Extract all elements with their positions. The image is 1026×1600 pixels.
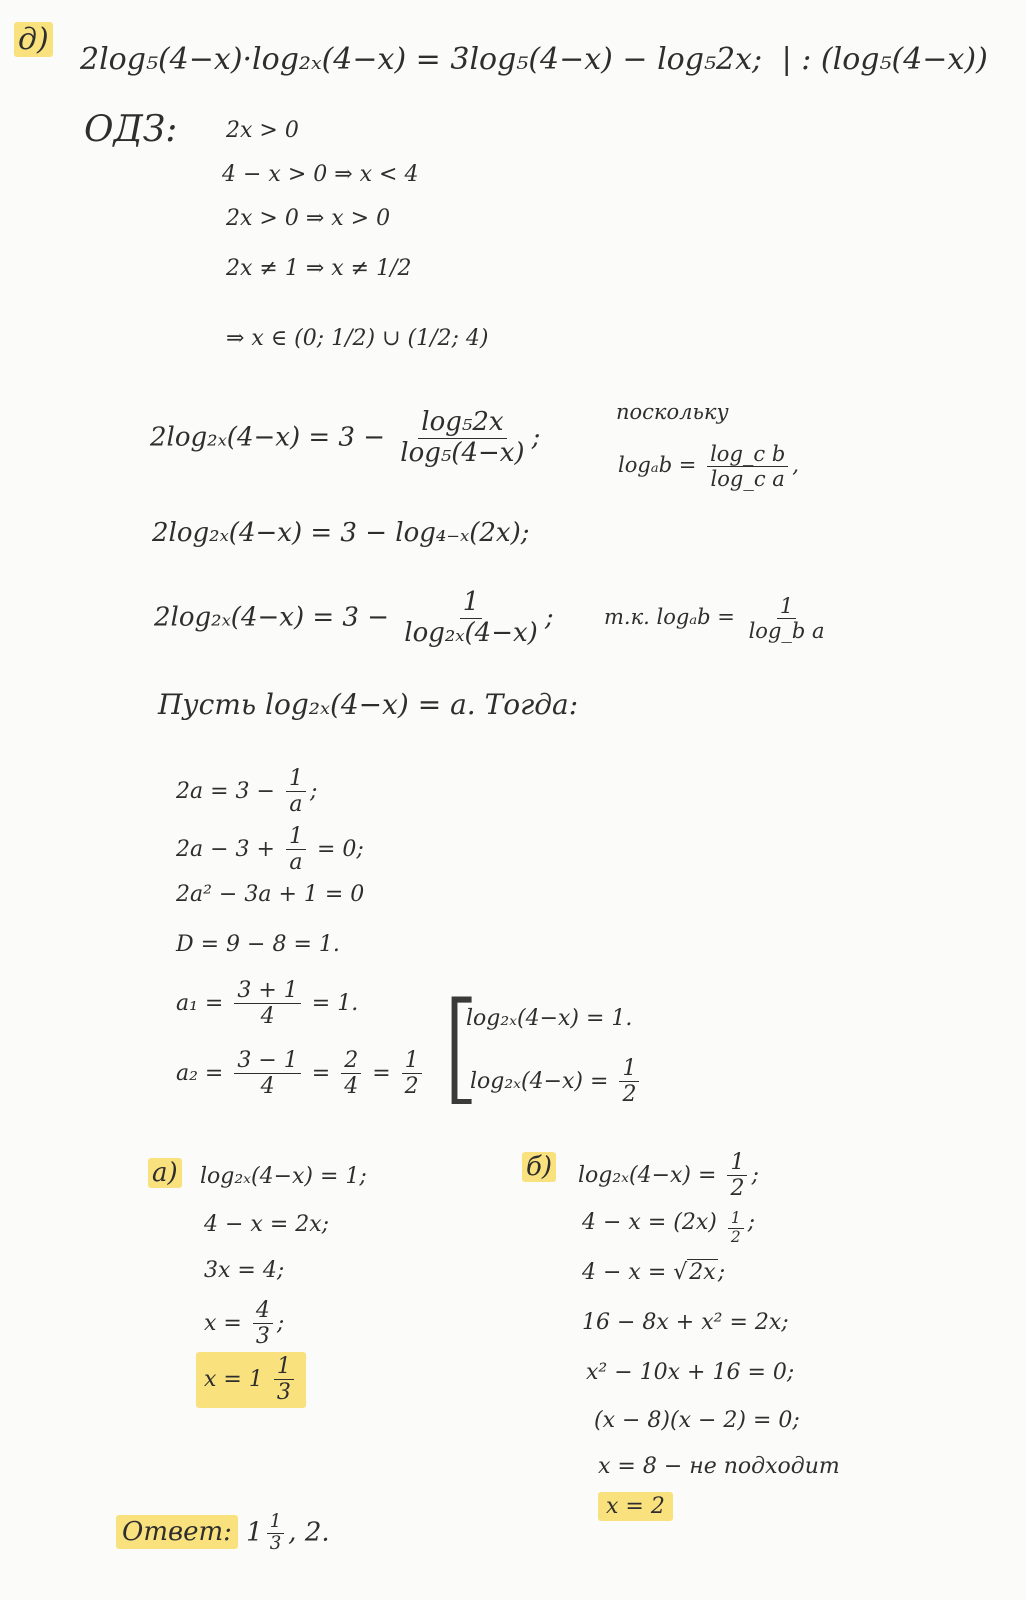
fraction-numerator: 2: [341, 1048, 361, 1074]
case-b-1-left: log₂ₓ(4−x) =: [578, 1162, 717, 1188]
quad-2-right: = 0;: [316, 836, 364, 862]
case-a-line-3: 3x = 4;: [204, 1258, 285, 1283]
item-label-text: д): [14, 22, 53, 57]
step-1-left: 2log₂ₓ(4−x) = 3 −: [150, 422, 385, 453]
case-b-label-text: б): [522, 1152, 556, 1182]
step-3-left: 2log₂ₓ(4−x) = 3 −: [154, 602, 389, 633]
case-a-result-left: x = 1: [204, 1366, 263, 1392]
answer-whole: 1: [246, 1517, 263, 1548]
case-b-line-3: 4 − x = √2x;: [582, 1260, 726, 1285]
note-2-fraction: [746, 594, 828, 643]
system-eq-2: [470, 1056, 643, 1108]
answer-rest: , 2.: [288, 1517, 330, 1548]
step-3: 2log₂ₓ(4−x) = 3 − $\frac{1}{\text{log₂ₓ(4−x)}}$ ;: [154, 587, 554, 648]
answer-label: Ответ:: [116, 1515, 238, 1549]
case-a-label-text: а): [148, 1158, 182, 1188]
discriminant: D = 9 − 8 = 1.: [176, 932, 340, 957]
case-a-result-fraction: [274, 1354, 294, 1406]
quad-line-1: 2a = 3 − $\frac{1}{a}$ ;: [176, 766, 318, 818]
fraction-numerator: 1: [286, 824, 306, 850]
quad-line-2: [176, 824, 364, 876]
fraction-numerator: 1: [286, 766, 306, 792]
note-1-formula: logₐb = $\frac{\text{log\_c b}}{\text{log\_c a}}$ ,: [618, 442, 799, 492]
case-b-1-fraction: [727, 1150, 747, 1202]
fraction-numerator: 4: [253, 1298, 273, 1324]
odz-condition: 2x ≠ 1 ⇒ x ≠ 1/2: [226, 256, 412, 281]
quad-2-left: 2a − 3 +: [176, 836, 275, 862]
fraction-numerator: 1: [402, 1048, 422, 1074]
fraction-numerator: 1: [728, 1210, 744, 1229]
odz-condition: 2x > 0 ⇒ x > 0: [226, 206, 391, 231]
fraction-numerator: 1: [460, 588, 483, 619]
sys2-fraction: [619, 1056, 639, 1108]
fraction-numerator: 1: [777, 594, 796, 619]
answer-fraction: [267, 1512, 285, 1555]
fraction-denominator: log₅(4−x): [400, 437, 525, 468]
case-b-result-text: x = 2: [598, 1492, 673, 1521]
fraction-numerator: 1: [619, 1056, 639, 1082]
sys2-left: log₂ₓ(4−x) =: [470, 1068, 609, 1094]
case-a-4-fraction: [253, 1298, 273, 1350]
fraction-denominator: log₂ₓ(4−x): [404, 617, 538, 648]
fraction-denominator: 4: [344, 1074, 359, 1100]
fraction-denominator: 4: [260, 1004, 275, 1030]
a1-right: = 1.: [311, 990, 359, 1016]
fraction-denominator: 4: [260, 1074, 275, 1100]
note-1-left: logₐb =: [618, 453, 697, 478]
fraction-numerator: 1: [267, 1512, 285, 1534]
case-b-line-7: x = 8 − не подходит: [598, 1454, 840, 1479]
a2-fraction-2: [341, 1048, 361, 1100]
case-b-label: [522, 1152, 556, 1183]
quad-1-left: 2a = 3 −: [176, 778, 275, 804]
case-a-result: [196, 1352, 306, 1408]
fraction-numerator: 1: [274, 1354, 294, 1380]
step-2: 2log₂ₓ(4−x) = 3 − log₄₋ₓ(2x);: [152, 518, 530, 548]
a1-fraction: [234, 978, 300, 1030]
note-1-fraction: [707, 442, 788, 491]
case-a-line-1: log₂ₓ(4−x) = 1;: [200, 1164, 367, 1189]
fraction-numerator: log_c b: [707, 442, 788, 467]
fraction-numerator: 3 + 1: [234, 978, 300, 1004]
case-b-line-5: x² − 10x + 16 = 0;: [586, 1360, 795, 1385]
odz-condition: 2x > 0: [226, 118, 299, 143]
item-label: [14, 22, 53, 58]
note-2-left: т.к. logₐb =: [604, 605, 735, 630]
quad-line-3: 2a² − 3a + 1 = 0: [176, 882, 365, 907]
case-b-2-left: 4 − x = (2x): [582, 1210, 717, 1235]
a2-left: a₂ =: [176, 1060, 224, 1086]
divide-note: | : (log₅(4−x)): [781, 42, 988, 77]
case-b-line-1: log₂ₓ(4−x) = $\frac{1}{2}$ ;: [578, 1150, 759, 1202]
fraction-denominator: a: [289, 850, 303, 876]
case-a-4-left: x =: [204, 1310, 242, 1336]
step-1: 2log₂ₓ(4−x) = 3 − $\frac{\text{log₅2x}}{\text{log₅(4−x)}}$ ;: [150, 407, 541, 468]
case-b-result: [598, 1494, 673, 1520]
case-b-2-exponent: [728, 1210, 744, 1246]
case-b-line-4: 16 − 8x + x² = 2x;: [582, 1310, 789, 1335]
fraction-denominator: 2: [730, 1176, 745, 1202]
case-b-line-6: (x − 8)(x − 2) = 0;: [594, 1408, 800, 1433]
substitution: Пусть log₂ₓ(4−x) = a. Тогда:: [158, 688, 579, 721]
fraction-denominator: 2: [622, 1082, 637, 1108]
fraction-numerator: log₅2x: [418, 408, 506, 439]
fraction-numerator: 3 − 1: [234, 1048, 300, 1074]
fraction-denominator: 3: [255, 1324, 270, 1350]
fraction-denominator: 2: [730, 1227, 741, 1246]
a2-fraction-3: [402, 1048, 422, 1100]
main-equation: [80, 42, 988, 78]
case-b-3-left: 4 − x =: [582, 1260, 667, 1285]
answer: [116, 1512, 330, 1555]
case-a-label: [148, 1158, 182, 1189]
odz-condition: 4 − x > 0 ⇒ x < 4: [222, 162, 419, 187]
note-1-title: поскольку: [616, 400, 729, 424]
odz-label: ОДЗ:: [84, 109, 178, 150]
root-a1: [176, 978, 358, 1030]
fraction-denominator: a: [289, 792, 303, 818]
quad-1-fraction: [286, 766, 306, 818]
case-a-line-4: x = $\frac{4}{3}$ ;: [204, 1298, 285, 1350]
case-b-line-2: 4 − x = (2x) $\frac{1}{2}$ ;: [582, 1209, 756, 1246]
fraction-denominator: 2: [404, 1074, 419, 1100]
a1-left: a₁ =: [176, 990, 224, 1016]
fraction-denominator: 3: [269, 1532, 282, 1554]
note-2: [604, 594, 832, 643]
step-3-fraction: [401, 588, 541, 649]
sqrt-sign: √: [673, 1260, 688, 1285]
root-a2: a₂ = $\frac{3 - 1}{4}$ = $\frac{2}{4}$ = $\frac{1}{2}$: [176, 1048, 426, 1100]
sqrt-radicand: 2x: [689, 1260, 716, 1285]
odz-result: ⇒ x ∈ (0; 1/2) ∪ (1/2; 4): [226, 326, 489, 351]
a2-fraction: [234, 1048, 300, 1100]
fraction-denominator: log_b a: [748, 619, 825, 644]
step-1-fraction: [397, 408, 527, 469]
fraction-denominator: 3: [276, 1380, 291, 1406]
fraction-numerator: 1: [727, 1150, 747, 1176]
case-a-line-2: 4 − x = 2x;: [204, 1212, 330, 1237]
system-brace: [: [438, 978, 485, 1117]
main-equation-text: 2log₅(4−x)·log₂ₓ(4−x) = 3log₅(4−x) − log₅2x;: [80, 42, 763, 77]
case-a-result-highlight: [196, 1352, 306, 1408]
system-eq-1: log₂ₓ(4−x) = 1.: [466, 1006, 633, 1031]
fraction-denominator: log_c a: [710, 467, 785, 492]
quad-2-fraction: [286, 824, 306, 876]
